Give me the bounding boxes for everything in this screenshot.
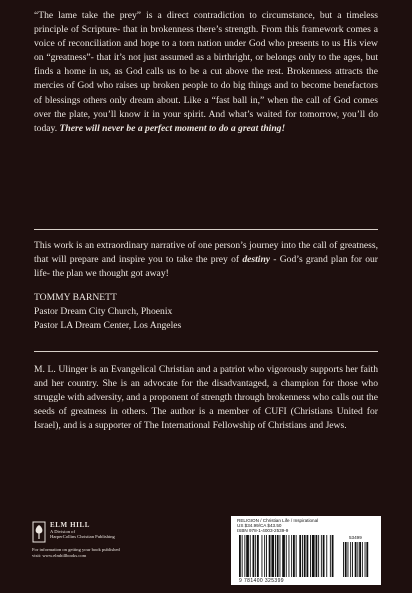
endorsement-text-start: This work is an extraordinary narrative of one person’s journey into the call of greatness, that will prepare and inspire you to take the prey of [34, 240, 378, 266]
description-paragraph [34, 9, 378, 136]
barcode-label [231, 516, 381, 585]
endorser-block [34, 291, 181, 333]
publisher-info [32, 547, 182, 558]
endorsement-emphasis: destiny [242, 254, 271, 266]
publisher-name: ELM HILL [50, 521, 91, 529]
barcode-number: 9 781400 325399 [239, 578, 284, 584]
divider-top [34, 229, 378, 230]
publisher-website: visit: www.elmhillbooks.com [32, 552, 87, 558]
publisher-division-line-1: A Division of [50, 529, 76, 534]
endorser-title-2: Pastor LA Dream Center, Los Angeles [34, 320, 182, 331]
endorser-name: TOMMY BARNETT [34, 292, 117, 303]
description-emphasis: There will never be a perfect moment to do a great thing! [59, 122, 286, 134]
description-text: “The lame take the prey” is a direct contradiction to circumstance, but a timeless principle of Scripture- that in brokenness there’s strength. From this framework comes a voice of reconciliation and hope to a torn nation under God who presents to us His view on “greatness”- that it’s not just assumed as a birthright, or belongs only to the ages, but finds a home in us, as God calls us to be a cut above the rest. Brokenness attracts the mercies of God who raises up broken people to do big things and to become benefactors of blessings others only dream about. Like a “fast ball in,” when the call of God comes over the plate, you’ll know it in your spirit. And what’s waited for tomorrow, you’ll do today. [34, 10, 378, 134]
barcode-price: US $34.99/CA $43.50 [237, 523, 282, 528]
publisher-info-line-1: For information on getting your book published [32, 547, 120, 552]
author-bio: M. L. Ulinger is an Evangelical Christian and a patriot who vigorously supports her faith and her country. She is an advocate for the disadvantaged, a champion for those who struggle with adversity, and a proponent of strength through brokenness who calls out the seeds of greatness in others. The author is a member of CUFI (Christians United for Israel), and is a supporter of The International Fellowship of Christians and Jews. [34, 364, 378, 432]
endorser-title-1: Pastor Dream City Church, Phoenix [34, 306, 173, 317]
barcode-category: RELIGION / Christian Life / Inspirational [237, 518, 319, 523]
publisher-division [50, 529, 180, 540]
endorsement-text-end: - God’s grand plan for our life- the plan we thought got away! [34, 254, 378, 280]
divider-bottom [34, 351, 378, 352]
barcode-isbn: ISBN 978-1-4003-2539-9 [237, 528, 289, 533]
publisher-division-line-2: HarperCollins Christian Publishing [50, 534, 115, 540]
barcode-supplement-number: 53499 [349, 535, 362, 540]
elm-hill-logo-icon [32, 521, 46, 543]
endorsement-quote [34, 239, 378, 281]
